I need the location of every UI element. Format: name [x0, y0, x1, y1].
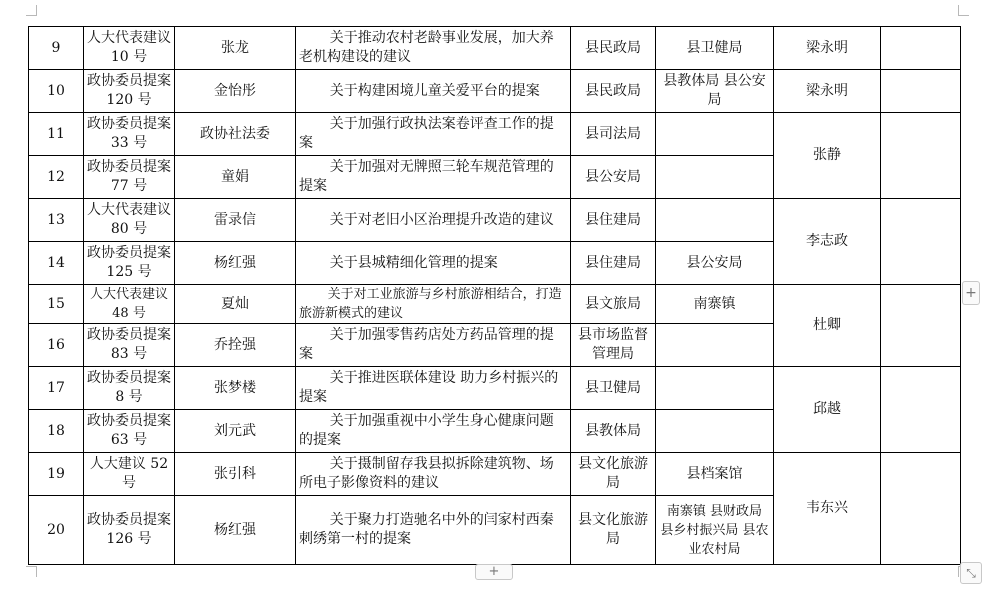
cell-leader: 韦东兴	[774, 453, 881, 565]
add-column-button[interactable]: +	[962, 281, 980, 305]
cell-no: 9	[29, 27, 84, 70]
cell-proposer: 刘元武	[175, 410, 296, 453]
cell-assist	[656, 410, 774, 453]
cell-assist: 县卫健局	[656, 27, 774, 70]
cell-leader: 张静	[774, 113, 881, 199]
cell-title: 关于推动农村老龄事业发展，加大养老机构建设的建议	[296, 27, 571, 70]
cell-type: 政协委员提案 126 号	[84, 496, 175, 565]
cell-type: 人大代表建议 10 号	[84, 27, 175, 70]
cell-proposer: 金怡彤	[175, 70, 296, 113]
cell-type: 政协委员提案 8 号	[84, 367, 175, 410]
cell-lead: 县文化旅游局	[571, 453, 656, 496]
proposal-table	[28, 26, 961, 565]
cell-title: 关于构建困境儿童关爱平台的提案	[296, 70, 571, 113]
cell-no: 20	[29, 496, 84, 565]
cell-assist	[656, 324, 774, 367]
cell-type: 政协委员提案 120 号	[84, 70, 175, 113]
cell-assist	[656, 199, 774, 242]
cell-lead: 县住建局	[571, 199, 656, 242]
cell-no: 12	[29, 156, 84, 199]
add-row-button[interactable]: +	[475, 564, 513, 580]
cell-assist	[656, 113, 774, 156]
cell-proposer: 童娟	[175, 156, 296, 199]
cell-note	[881, 70, 961, 113]
cell-lead: 县民政局	[571, 70, 656, 113]
cell-assist	[656, 156, 774, 199]
cell-title: 关于加强行政执法案卷评查工作的提案	[296, 113, 571, 156]
cell-title: 关于加强零售药店处方药品管理的提案	[296, 324, 571, 367]
cell-lead: 县卫健局	[571, 367, 656, 410]
cell-lead: 县公安局	[571, 156, 656, 199]
cell-lead: 县司法局	[571, 113, 656, 156]
cell-no: 14	[29, 242, 84, 285]
table-row	[29, 367, 961, 410]
cell-type: 人大建议 52 号	[84, 453, 175, 496]
cell-note	[881, 199, 961, 285]
cell-proposer: 张龙	[175, 27, 296, 70]
cell-proposer: 杨红强	[175, 242, 296, 285]
cell-lead: 县住建局	[571, 242, 656, 285]
cell-no: 11	[29, 113, 84, 156]
cell-assist: 南寨镇	[656, 285, 774, 324]
cell-title: 关于加强重视中小学生身心健康问题的提案	[296, 410, 571, 453]
cell-type: 人大代表建议 48 号	[84, 285, 175, 324]
cell-lead: 县文化旅游局	[571, 496, 656, 565]
cell-lead: 县文旅局	[571, 285, 656, 324]
cell-type: 人大代表建议 80 号	[84, 199, 175, 242]
cell-leader: 梁永明	[774, 70, 881, 113]
cell-no: 13	[29, 199, 84, 242]
cell-note	[881, 27, 961, 70]
cell-assist	[656, 367, 774, 410]
cell-no: 17	[29, 367, 84, 410]
cell-note	[881, 367, 961, 453]
cell-title: 关于县城精细化管理的提案	[296, 242, 571, 285]
cell-leader: 李志政	[774, 199, 881, 285]
table-row	[29, 199, 961, 242]
cell-no: 10	[29, 70, 84, 113]
cell-type: 政协委员提案 125 号	[84, 242, 175, 285]
cell-no: 15	[29, 285, 84, 324]
cell-no: 18	[29, 410, 84, 453]
cell-proposer: 杨红强	[175, 496, 296, 565]
cell-no: 16	[29, 324, 84, 367]
cell-assist: 县教体局 县公安局	[656, 70, 774, 113]
cell-type: 政协委员提案 63 号	[84, 410, 175, 453]
cell-type: 政协委员提案 77 号	[84, 156, 175, 199]
cell-lead: 县民政局	[571, 27, 656, 70]
cell-title: 关于聚力打造驰名中外的闫家村西秦刺绣第一村的提案	[296, 496, 571, 565]
cell-proposer: 张梦楼	[175, 367, 296, 410]
cell-proposer: 乔拴强	[175, 324, 296, 367]
cell-leader: 邱越	[774, 367, 881, 453]
cell-leader: 梁永明	[774, 27, 881, 70]
cell-title: 关于推进医联体建设 助力乡村振兴的提案	[296, 367, 571, 410]
cell-type: 政协委员提案 33 号	[84, 113, 175, 156]
cell-title: 关于摄制留存我县拟拆除建筑物、场所电子影像资料的建议	[296, 453, 571, 496]
cell-proposer: 夏灿	[175, 285, 296, 324]
cell-no: 19	[29, 453, 84, 496]
cell-type: 政协委员提案 83 号	[84, 324, 175, 367]
cell-note	[881, 453, 961, 565]
cell-proposer: 政协社法委	[175, 113, 296, 156]
cell-note	[881, 113, 961, 199]
cell-note	[881, 285, 961, 367]
cell-leader: 杜卿	[774, 285, 881, 367]
table-row	[29, 70, 961, 113]
cell-lead: 县教体局	[571, 410, 656, 453]
cell-title: 关于对老旧小区治理提升改造的建议	[296, 199, 571, 242]
cell-proposer: 张引科	[175, 453, 296, 496]
table-row	[29, 285, 961, 324]
cell-title: 关于对工业旅游与乡村旅游相结合，打造旅游新模式的建议	[296, 285, 571, 324]
table-row	[29, 453, 961, 496]
cell-assist: 南寨镇 县财政局 县乡村振兴局 县农业农村局	[656, 496, 774, 565]
table-row	[29, 27, 961, 70]
cell-assist: 县公安局	[656, 242, 774, 285]
page-corner-top-left	[26, 5, 37, 16]
page-corner-bottom-left	[26, 566, 37, 577]
table-row	[29, 113, 961, 156]
page-corner-top-right	[958, 5, 969, 16]
cell-title: 关于加强对无牌照三轮车规范管理的提案	[296, 156, 571, 199]
table-resize-handle[interactable]: ⤡	[960, 562, 982, 584]
cell-lead: 县市场监督管理局	[571, 324, 656, 367]
cell-proposer: 雷录信	[175, 199, 296, 242]
cell-assist: 县档案馆	[656, 453, 774, 496]
